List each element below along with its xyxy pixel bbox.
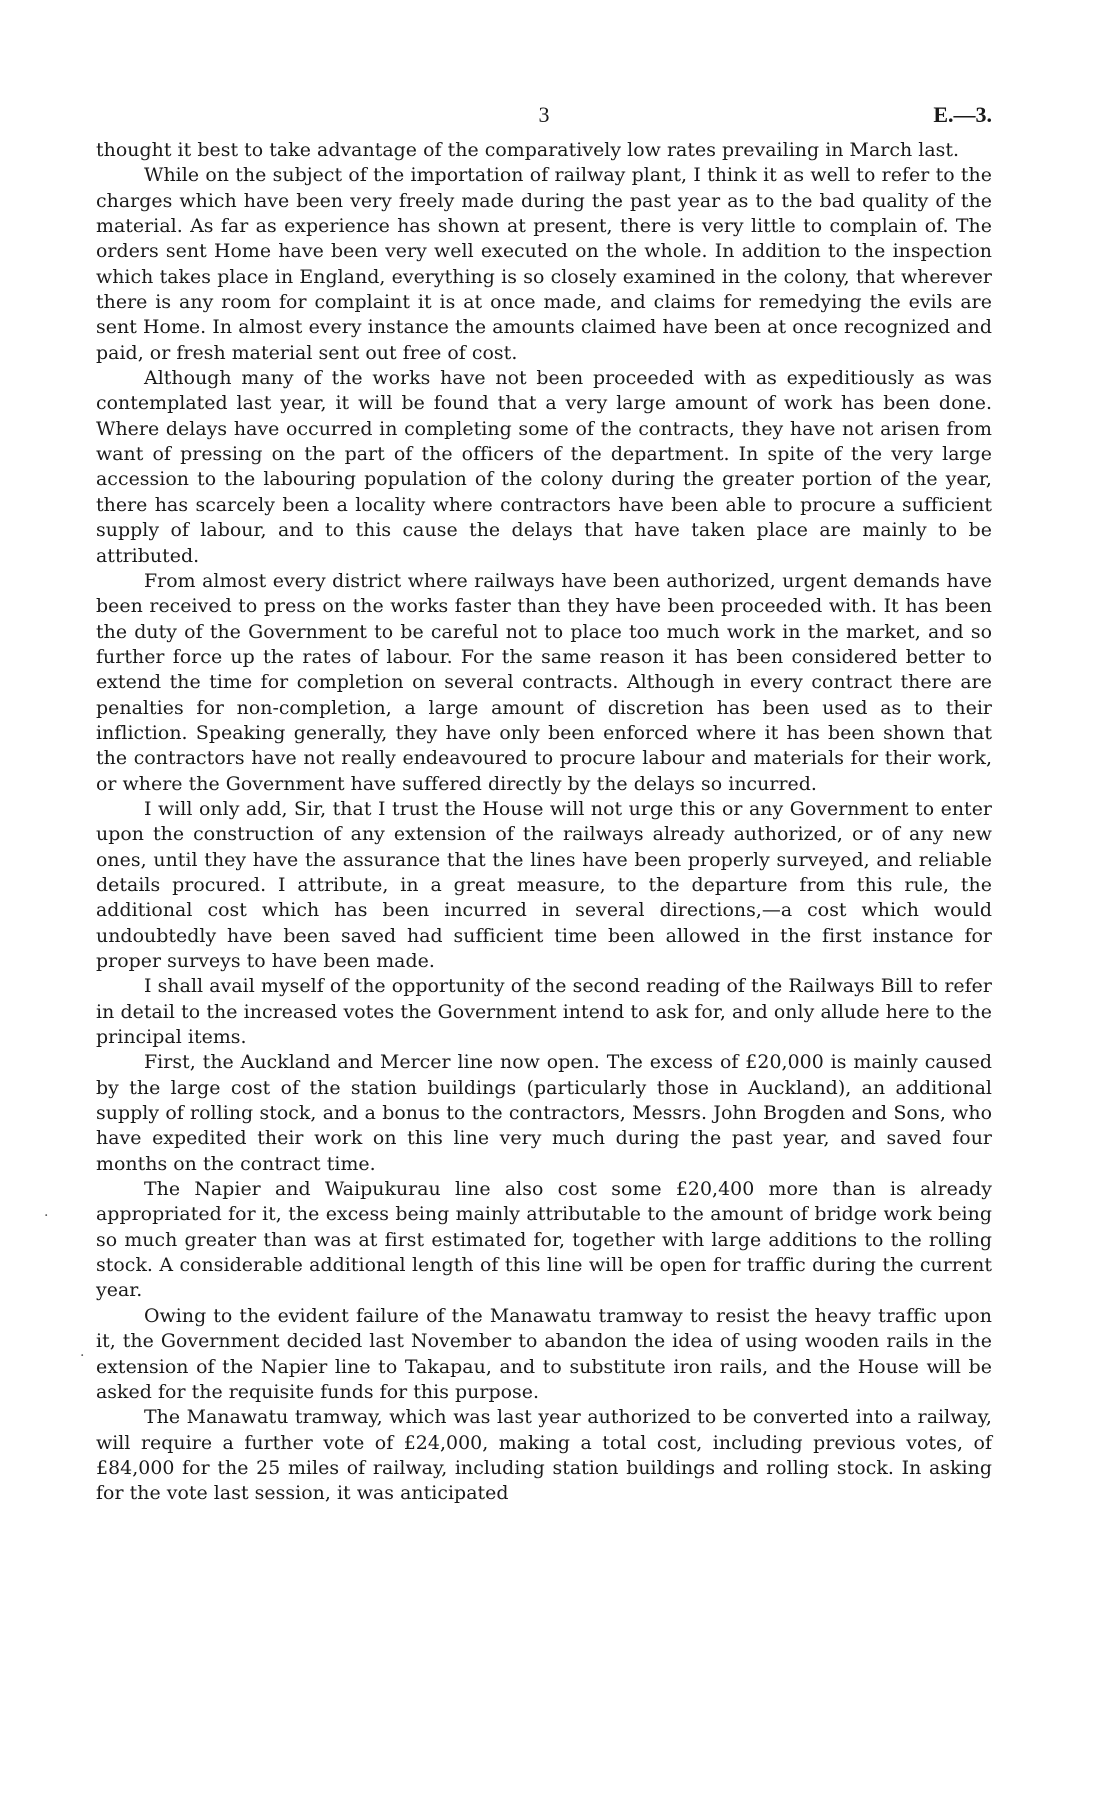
paragraph-7: First, the Auckland and Mercer line now open. The excess of £20,000 is mainly caused by the large cost of the station buildings (particularly those in Auckland), an additional supply of rolling stock, and a bonus to the contractors, Messrs. John Brogden and Sons, who have expedited their work on this line very much during the past year, and saved four months on the contract time.	[96, 1051, 992, 1175]
document-page	[96, 102, 992, 1507]
page-header	[96, 102, 992, 138]
paragraph-8: The Napier and Waipukurau line also cost some £20,400 more than is already appropriated for it, the excess being mainly attributable to the amount of bridge work being so much greater than was at first estimated for, together with large additions to the rolling stock. A considerable additional length of this line will be open for traffic during the current year.	[96, 1178, 992, 1302]
page-number: 3	[538, 102, 550, 127]
margin-dot: ·	[44, 1208, 49, 1224]
section-reference: E.—3.	[933, 102, 992, 127]
paragraph-10: The Manawatu tramway, which was last year authorized to be converted into a railway, will require a further vote of £24,000, making a total cost, including previous votes, of £84,000 for the 25 miles of railway, including station buildings and rolling stock. In asking for the vote last session, it was anticipated	[96, 1406, 992, 1505]
paragraph-9: Owing to the evident failure of the Manawatu tramway to resist the heavy traffic upon it, the Government decided last November to abandon the idea of using wooden rails in the extension of the Napier line to Takapau, and to substitute iron rails, and the House will be asked for the requisite funds for this purpose.	[96, 1304, 992, 1403]
paragraph-1: thought it best to take advantage of the comparatively low rates prevailing in March last.	[96, 139, 960, 161]
margin-dot: ·	[80, 1348, 85, 1364]
paragraph-2: While on the subject of the importation of railway plant, I think it as well to refer to the charges which have been very freely made during the past year as to the bad quality of the material. As far as experience has shown at present, there is very little to complain of. The orders sent Home have been very well executed on the whole. In addition to the inspection which takes place in England, everything is so closely examined in the colony, that wherever there is any room for complaint it is at once made, and claims for remedying the evils are sent Home. In almost every instance the amounts claimed have been at once recognized and paid, or fresh material sent out free of cost.	[96, 164, 992, 364]
paragraph-3: Although many of the works have not been proceeded with as expeditiously as was contemplated last year, it will be found that a very large amount of work has been done. Where delays have occurred in completing some of the contracts, they have not arisen from want of pressing on the part of the officers of the department. In spite of the very large accession to the labouring population of the colony during the greater portion of the year, there has scarcely been a locality where contractors have been able to procure a sufficient supply of labour, and to this cause the delays that have taken place are mainly to be attributed.	[96, 367, 992, 567]
paragraph-6: I shall avail myself of the opportunity of the second reading of the Railways Bill to refer in detail to the increased votes the Government intend to ask for, and only allude here to the principal items.	[96, 975, 992, 1049]
body-text	[96, 138, 992, 1507]
paragraph-5: I will only add, Sir, that I trust the House will not urge this or any Government to enter upon the construction of any extension of the railways already authorized, or of any new ones, until they have the assurance that the lines have been properly surveyed, and reliable details procured. I attribute, in a great measure, to the departure from this rule, the additional cost which has been incurred in several directions,—a cost which would undoubtedly have been saved had sufficient time been allowed in the first instance for proper surveys to have been made.	[96, 797, 992, 972]
paragraph-4: From almost every district where railways have been authorized, urgent demands have been received to press on the works faster than they have been proceeded with. It has been the duty of the Government to be careful not to place too much work in the market, and so further force up the rates of labour. For the same reason it has been considered better to extend the time for completion on several contracts. Although in every contract there are penalties for non-completion, a large amount of discretion has been used as to their infliction. Speaking generally, they have only been enforced where it has been shown that the contractors have not really endeavoured to procure labour and materials for their work, or where the Government have suffered directly by the delays so incurred.	[96, 569, 992, 795]
